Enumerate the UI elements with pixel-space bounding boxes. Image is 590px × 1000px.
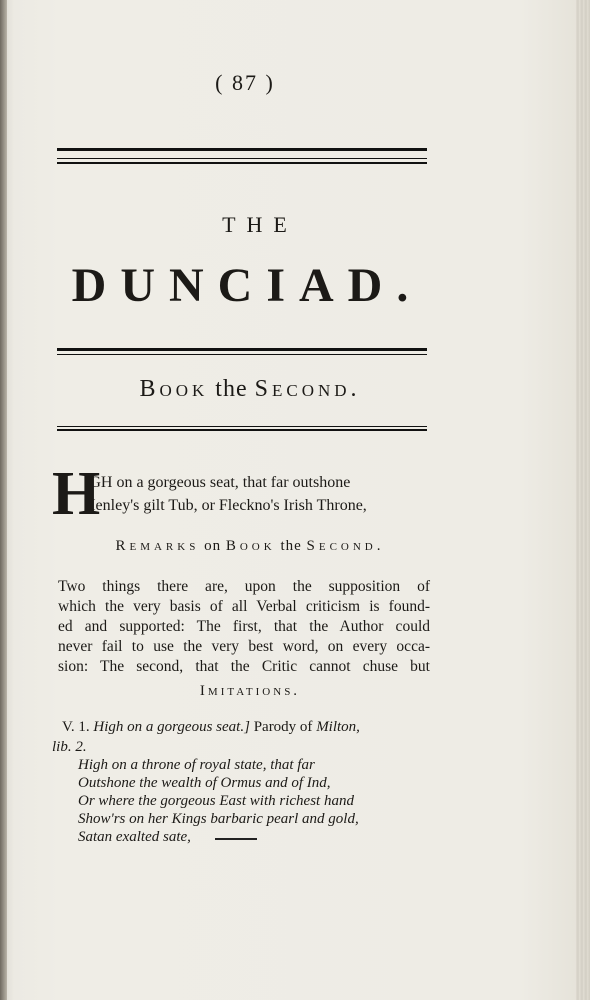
reference-lib: lib. 2.: [52, 739, 87, 755]
remarks-heading: [60, 538, 440, 555]
book-heading-word2: the: [215, 376, 248, 402]
remarks-line-1: Two things there are, upon the supposition of: [58, 578, 430, 595]
remarks-line-3: ed and supported: The first, that the Author could: [58, 618, 430, 635]
middle-rule-thick: [57, 348, 427, 351]
remarks-line-5: sion: The second, that the Critic cannot chuse but: [58, 658, 430, 675]
page-fore-edge: [576, 0, 590, 1000]
top-rule-thick: [57, 148, 427, 151]
remarks-heading-word3: Book: [225, 538, 276, 554]
reference-number: V. 1.: [62, 719, 90, 735]
page-binding-edge: [0, 0, 7, 1000]
verse-line-2: Outshone the wealth of Ormus and of Ind,: [78, 775, 331, 791]
top-rule-lower: [57, 162, 427, 164]
remarks-heading-word4: the: [280, 538, 302, 554]
poem-line-1: IGH on a gorgeous seat, that far outshone: [84, 474, 351, 491]
title-dunciad: DUNCIAD.: [71, 259, 423, 312]
verse-line-4: Show'rs on her Kings barbaric pearl and gold,: [78, 811, 359, 827]
page-number: ( 87 ): [215, 70, 275, 95]
remarks-line-4: never fail to use the very best word, on every occa-: [58, 638, 430, 655]
lower-rule-thick: [57, 429, 427, 431]
verse-line-1: High on a throne of royal state, that far: [78, 757, 315, 773]
top-rule-thin: [57, 158, 427, 159]
middle-rule-thin: [57, 354, 427, 355]
remarks-heading-word1: Remarks: [115, 538, 200, 554]
verse-line-5: Satan exalted sate,: [78, 829, 191, 845]
verse-line-3: Or where the gorgeous East with richest hand: [78, 793, 354, 809]
remarks-heading-word5: Second.: [306, 538, 385, 554]
remarks-line-2: which the very basis of all Verbal criticism is found-: [58, 598, 430, 615]
catchword-dash: [215, 838, 257, 840]
imitation-reference: [62, 719, 360, 736]
imitations-heading: Imitations.: [199, 683, 301, 699]
book-heading: [60, 376, 440, 403]
book-heading-word3: Second.: [254, 376, 361, 402]
book-heading-word1: Book: [139, 376, 209, 402]
poem-line-2: Henley's gilt Tub, or Fleckno's Irish Throne,: [84, 497, 367, 514]
title-the: THE: [222, 212, 298, 237]
remarks-heading-word2: on: [204, 538, 222, 554]
reference-quote: High on a gorgeous seat.]: [93, 719, 250, 735]
reference-text: Parody of: [253, 719, 313, 735]
reference-author: Milton,: [316, 719, 360, 735]
lower-rule-thin: [57, 426, 427, 427]
drop-cap: H: [52, 460, 101, 528]
